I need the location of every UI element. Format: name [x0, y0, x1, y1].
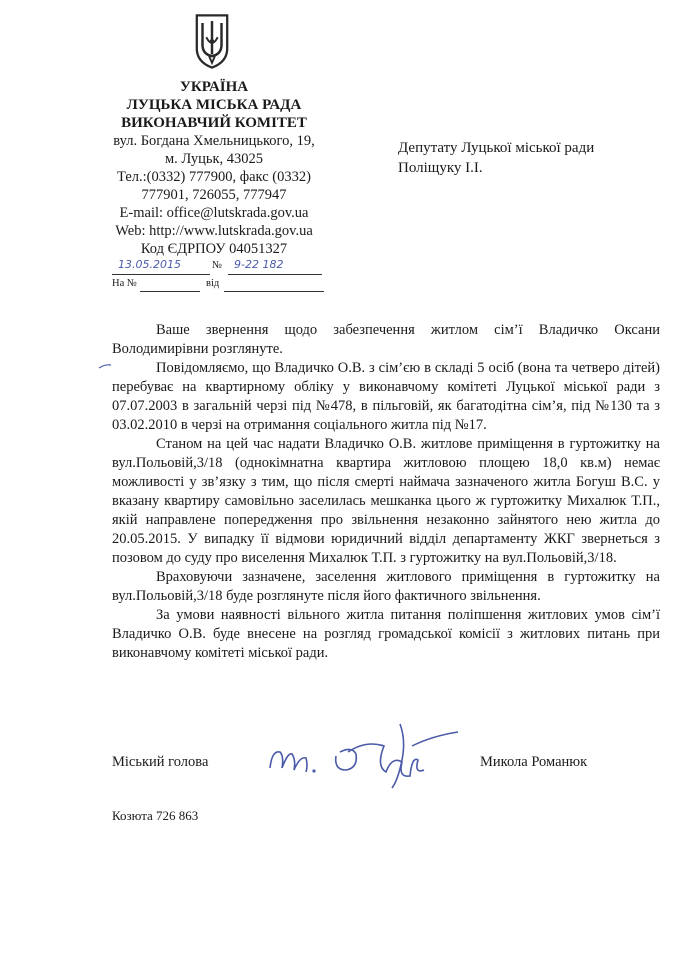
- letter-body: [112, 321, 660, 663]
- header-web: Web: http://www.lutskrada.gov.ua: [115, 223, 313, 239]
- header-committee: ВИКОНАВЧИЙ КОМІТЕТ: [121, 115, 307, 131]
- body-paragraph: Враховуючи зазначене, заселення житлового приміщення в гуртожитку на вул.Польовій,3/18 буде розглянуте після його фактичного звільнення.: [112, 569, 660, 604]
- handwritten-signature-icon: [262, 716, 462, 790]
- addressee-name: Поліщуку І.І.: [398, 160, 483, 176]
- reply-number-label: На №: [112, 278, 137, 289]
- header-council: ЛУЦЬКА МІСЬКА РАДА: [126, 97, 302, 113]
- header-edrpou: Код ЄДРПОУ 04051327: [140, 241, 288, 257]
- addressee-position: Депутату Луцької міської ради: [398, 140, 595, 156]
- registration-date: 13.05.2015: [118, 258, 181, 271]
- body-paragraph: За умови наявності вільного житла питання поліпшення житлових умов сім’ї Владичко О.В. буде внесене на розгляд громадської комісії з житлових питань при виконавчому комітеті міської ради.: [112, 607, 660, 661]
- header-street: вул. Богдана Хмельницького, 19,: [113, 133, 315, 149]
- registration-line: [112, 258, 322, 276]
- addressee: [398, 138, 594, 178]
- pen-mark-icon: [98, 363, 112, 369]
- executor-contact: Козюта 726 863: [112, 808, 199, 823]
- header-fax-numbers: 777901, 726055, 777947: [141, 187, 287, 203]
- body-paragraph: Станом на цей час надати Владичко О.В. житлове приміщення в гуртожитку на вул.Польовій,3/18 (однокімнатна квартира житловою площею 18,0 кв.м) немає можливості у зв’язку з тим, що після смерті наймача зазначеного житла Богуш В.С. у вказану квартиру самовільно заселилась мешканка цього ж гуртожитку Михалюк Т.П., якій направлене попередження про звільнення незаконно зайнятого нею житла до 20.05.2015. У випадку її відмови юридичний відділ департаменту ЖКГ звернеться з позовом до суду про виселення Михалюк Т.П. з гуртожитку на вул.Польовій,3/18.: [112, 436, 660, 566]
- reply-from-label: від: [206, 278, 220, 289]
- signatory-name: Микола Романюк: [480, 754, 588, 770]
- registration-number-label: №: [212, 260, 223, 271]
- reply-reference-line: [112, 278, 332, 294]
- header-city: м. Луцьк, 43025: [164, 151, 264, 167]
- registration-number: 9-22 182: [234, 258, 284, 271]
- body-paragraph: Ваше звернення щодо забезпечення житлом сім’ї Владичко Оксани Володимирівни розглянуте.: [112, 322, 660, 357]
- header-phone: Тел.:(0332) 777900, факс (0332): [117, 169, 311, 185]
- signatory-title: Міський голова: [112, 754, 209, 770]
- body-paragraph: Повідомляємо, що Владичко О.В. з сім’єю в складі 5 осіб (вона та четверо дітей) перебуває на квартирному обліку у виконавчому комітеті Луцької міської ради з 07.07.2003 в загальній черзі під №478, в пільговій, як багатодітна сім’я, під №130 та з 03.02.2010 в черзі на отримання соціального житла під №17.: [112, 360, 660, 433]
- header-country: УКРАЇНА: [179, 79, 249, 95]
- header-email: E-mail: office@lutskrada.gov.ua: [119, 205, 309, 221]
- trident-coat-of-arms-icon: [193, 12, 231, 70]
